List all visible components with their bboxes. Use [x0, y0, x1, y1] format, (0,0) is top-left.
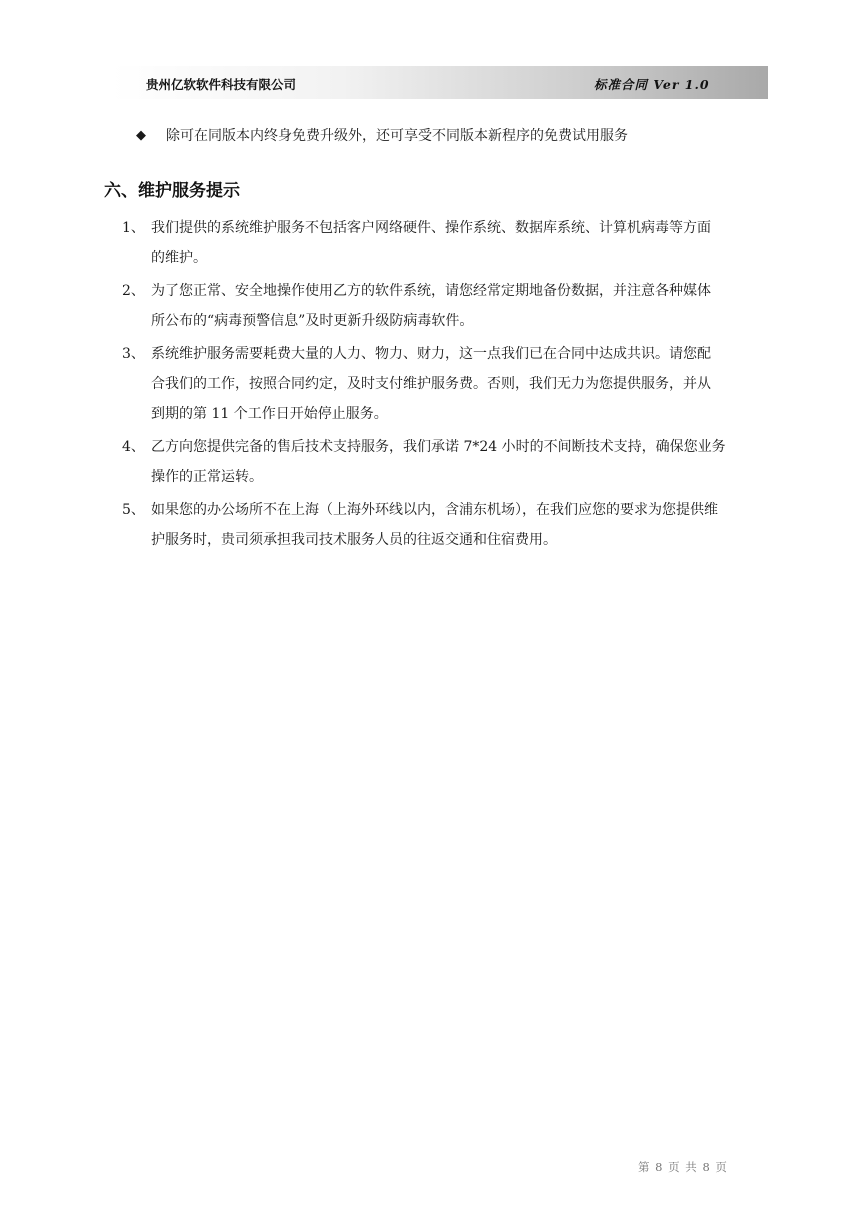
list-item-number: 4、 — [122, 439, 145, 455]
list-item-line: 到期的第 11 个工作日开始停止服务。 — [151, 406, 388, 422]
bullet-text: 除可在同版本内终身免费升级外，还可享受不同版本新程序的免费试用服务 — [166, 128, 628, 144]
list-item-line: 我们提供的系统维护服务不包括客户网络硬件、操作系统、数据库系统、计算机病毒等方面 — [151, 220, 711, 236]
diamond-bullet-icon: ◆ — [136, 127, 146, 143]
header-version-label: 标准合同 Ver 1.0 — [594, 77, 710, 92]
maintenance-tips-list — [122, 213, 772, 558]
list-item-body — [151, 495, 772, 555]
list-item — [122, 432, 772, 492]
list-item-line: 的维护。 — [151, 250, 207, 266]
header-company-name: 贵州亿软软件科技有限公司 — [146, 77, 297, 92]
list-item-line: 合我们的工作，按照合同约定，及时支付维护服务费。否则，我们无力为您提供服务，并从 — [151, 376, 711, 392]
list-item — [122, 213, 772, 273]
list-item — [122, 276, 772, 336]
list-item-line: 操作的正常运转。 — [151, 469, 263, 485]
list-item — [122, 339, 772, 429]
list-item-line: 如果您的办公场所不在上海（上海外环线以内，含浦东机场），在我们应您的要求为您提供维 — [151, 502, 718, 518]
section-title: 六、维护服务提示 — [104, 181, 240, 201]
page-number: 第 8 页 共 8 页 — [638, 1160, 728, 1174]
list-item-body — [151, 276, 772, 336]
list-item-body — [151, 339, 772, 429]
list-item-line: 护服务时，贵司须承担我司技术服务人员的往返交通和住宿费用。 — [151, 532, 557, 548]
list-item-line: 系统维护服务需要耗费大量的人力、物力、财力，这一点我们已在合同中达成共识。请您配 — [151, 346, 711, 362]
list-item-line: 乙方向您提供完备的售后技术支持服务，我们承诺 7*24 小时的不间断技术支持，确保您业务 — [151, 439, 726, 455]
list-item-body — [151, 213, 772, 273]
list-item-number: 1、 — [122, 220, 145, 236]
list-item-line: 为了您正常、安全地操作使用乙方的软件系统，请您经常定期地备份数据，并注意各种媒体 — [151, 283, 711, 299]
list-item-line: 所公布的“病毒预警信息”及时更新升级防病毒软件。 — [151, 313, 474, 329]
list-item-number: 5、 — [122, 502, 145, 518]
list-item-number: 3、 — [122, 346, 145, 362]
list-item — [122, 495, 772, 555]
list-item-body — [151, 432, 772, 492]
list-item-number: 2、 — [122, 283, 145, 299]
bullet-line — [136, 125, 628, 145]
